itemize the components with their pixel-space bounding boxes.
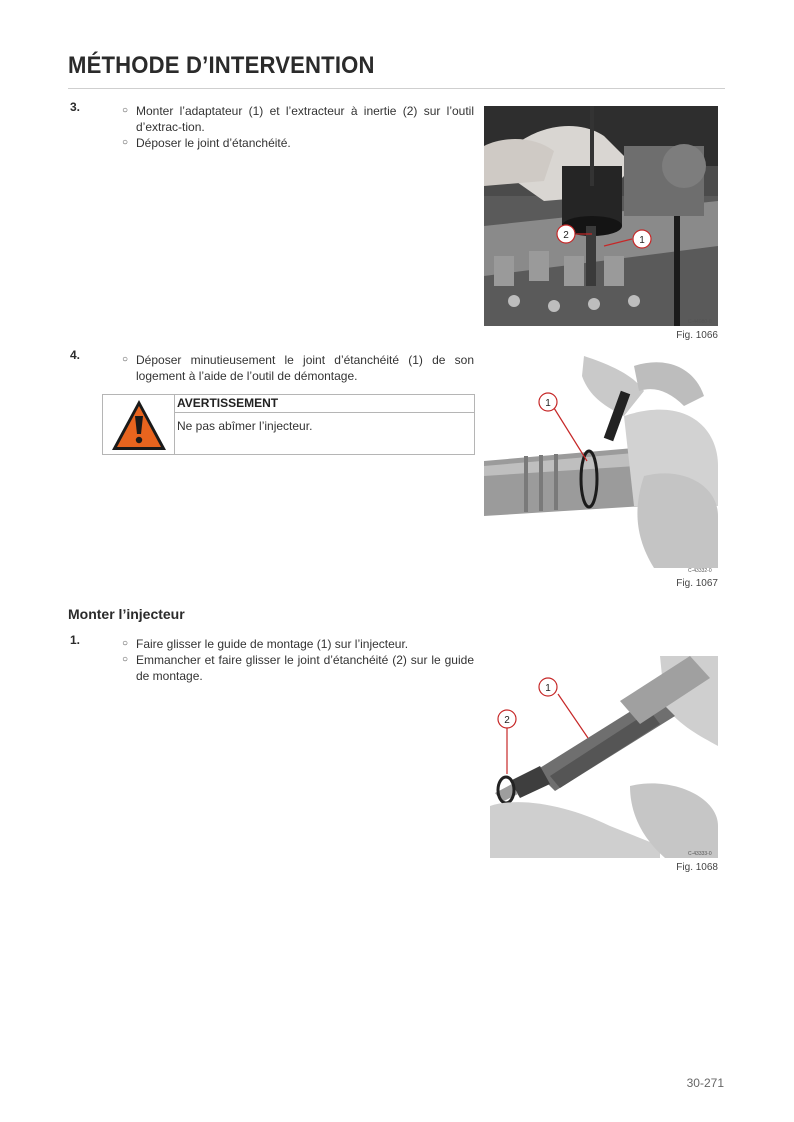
step-number: 3. (70, 100, 81, 114)
figure-code: C-44980-0 (688, 319, 712, 325)
warning-title: AVERTISSEMENT (174, 395, 474, 413)
warning-triangle-icon (110, 398, 168, 452)
callout-label: 1 (639, 235, 645, 246)
step-number: 4. (70, 348, 81, 362)
injector-guide-illustration (490, 656, 718, 858)
callout-label: 1 (545, 398, 551, 409)
bullet-icon: ○ (122, 654, 129, 665)
warning-text: Ne pas abîmer l’injecteur. (177, 419, 313, 433)
bullet-item: ○ Déposer le joint d’étanchéité. (122, 136, 291, 150)
step-bullets (122, 352, 474, 384)
bullet-item: ○ Monter l’adaptateur (1) et l’extracteur à inertie (2) sur l’outil d’extrac-tion. (122, 104, 474, 134)
warning-icon-cell (103, 395, 175, 454)
step-number: 1. (70, 633, 81, 647)
section-heading: Monter l’injecteur (68, 606, 185, 622)
bullet-item: ○ Déposer minutieusement le joint d’étanchéité (1) de son logement à l’aide de l’outil de démontage. (122, 353, 474, 383)
bullet-icon: ○ (122, 105, 129, 116)
bullet-icon: ○ (122, 638, 129, 649)
figure-caption: Fig. 1067 (676, 578, 718, 589)
figure-caption: Fig. 1066 (676, 330, 718, 341)
warning-box (102, 394, 475, 455)
page-title: MÉTHODE D’INTERVENTION (68, 52, 375, 79)
figure-caption: Fig. 1068 (676, 862, 718, 873)
page-number: 30-271 (686, 1076, 724, 1090)
bullet-icon: ○ (122, 354, 129, 365)
bullet-icon: ○ (122, 137, 129, 148)
bullet-item: ○ Emmancher et faire glisser le joint d’étanchéité (2) sur le guide de montage. (122, 653, 474, 683)
injector-seal-removal-illustration (484, 356, 718, 568)
figure-code: C-43333-0 (688, 851, 712, 857)
step-bullets (122, 103, 474, 151)
callout-label: 2 (504, 715, 510, 726)
figure-1066-photo (484, 106, 718, 326)
step-bullets (122, 636, 474, 684)
figure-code: C-43332-0 (688, 568, 712, 574)
bullet-item: ○ Faire glisser le guide de montage (1) sur l’injecteur. (122, 637, 409, 651)
figure-1067-photo (484, 356, 718, 568)
callout-label: 2 (563, 230, 569, 241)
title-divider (68, 88, 725, 89)
engine-photo-illustration (484, 106, 718, 326)
figure-1068-photo (490, 656, 718, 858)
callout-label: 1 (545, 683, 551, 694)
